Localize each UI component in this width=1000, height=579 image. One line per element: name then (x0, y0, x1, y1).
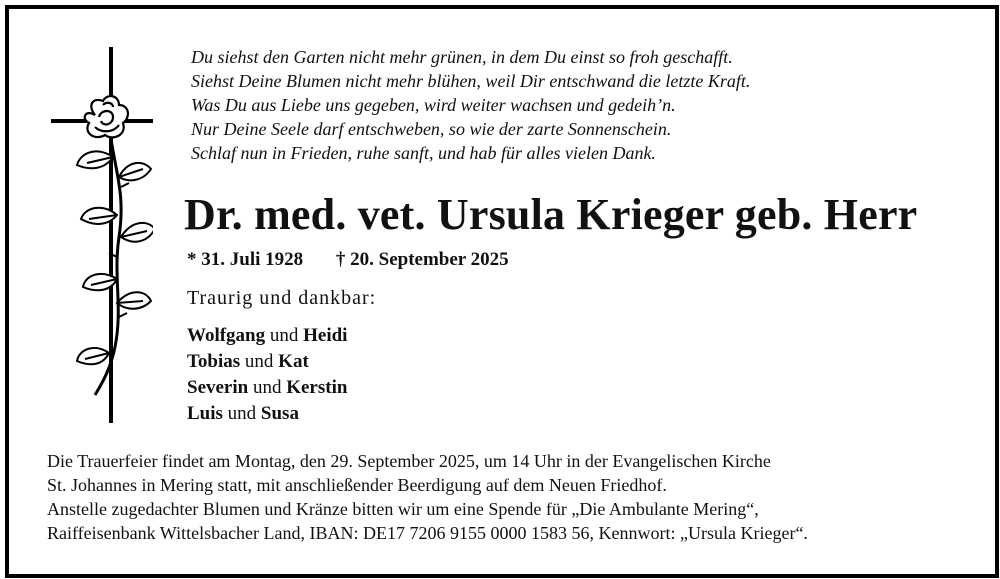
cross-with-rose-icon (43, 47, 153, 427)
details-line: St. Johannes in Mering statt, mit anschließender Beerdigung auf dem Neuen Friedhof. (47, 475, 667, 495)
details-line: Anstelle zugedachter Blumen und Kränze bitten wir um eine Spende für „Die Ambulante Mering“, (47, 499, 759, 519)
mourner-pair (187, 349, 347, 375)
mourners-intro: Traurig und dankbar: (187, 287, 377, 309)
obituary-notice (5, 5, 999, 578)
deceased-name: Dr. med. vet. Ursula Krieger geb. Herr (184, 190, 918, 239)
details-line: Raiffeisenbank Wittelsbacher Land, IBAN: DE17 7206 9155 0000 1583 56, Kennwort: „Ursula Krieger“. (47, 523, 808, 543)
conjunction: und (227, 403, 257, 424)
mourner-name: Tobias (187, 351, 241, 372)
poem-line: Was Du aus Liebe uns gegeben, wird weiter wachsen und gedeih’n. (191, 95, 676, 115)
birth-date: * 31. Juli 1928 (187, 249, 304, 270)
funeral-details (47, 449, 808, 545)
mourner-name: Kerstin (286, 377, 348, 398)
mourner-pair (187, 401, 347, 427)
poem (191, 45, 750, 165)
mourner-name: Heidi (303, 325, 348, 346)
poem-line: Schlaf nun in Frieden, ruhe sanft, und hab für alles vielen Dank. (191, 143, 656, 163)
poem-line: Du siehst den Garten nicht mehr grünen, in dem Du einst so froh geschafft. (191, 47, 733, 67)
mourner-name: Severin (187, 377, 249, 398)
mourner-name: Wolfgang (187, 325, 266, 346)
mourner-pair (187, 375, 347, 401)
mourners-list (187, 323, 347, 427)
mourner-name: Susa (260, 403, 299, 424)
conjunction: und (244, 351, 274, 372)
poem-line: Nur Deine Seele darf entschweben, so wie der zarte Sonnenschein. (191, 119, 672, 139)
poem-line: Siehst Deine Blumen nicht mehr blühen, weil Dir entschwand die letzte Kraft. (191, 71, 751, 91)
mourner-name: Kat (278, 351, 309, 372)
life-dates (187, 249, 509, 271)
conjunction: und (269, 325, 299, 346)
death-date: † 20. September 2025 (335, 249, 509, 270)
conjunction: und (252, 377, 282, 398)
mourner-name: Luis (187, 403, 223, 424)
details-line: Die Trauerfeier findet am Montag, den 29. September 2025, um 14 Uhr in der Evangelischen Kirche (47, 451, 771, 471)
mourner-pair (187, 323, 347, 349)
